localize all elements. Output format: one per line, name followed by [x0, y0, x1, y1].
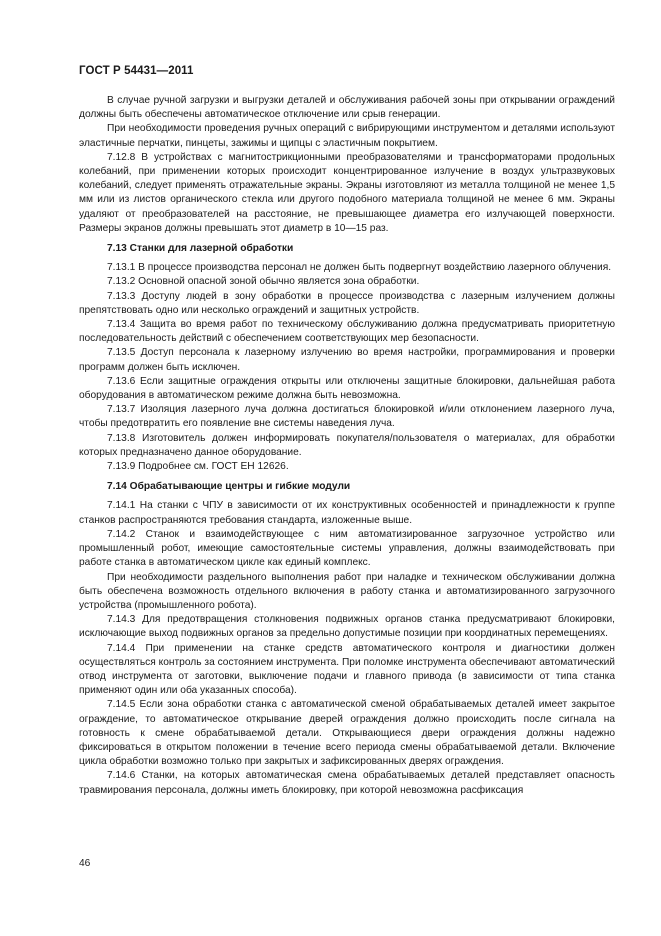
paragraph: При необходимости проведения ручных операций с вибрирующими инструментом и деталями используют эластичные перчатки, пинцеты, зажимы и щипцы с эластичным покрытием.	[79, 123, 615, 149]
paragraph: 7.14.3 Для предотвращения столкновения подвижных органов станка предусматривают блокировки, исключающие выход подвижных органов за предельно допустимые позиции при координатных перемещениях.	[79, 614, 615, 640]
paragraph: 7.13.1 В процессе производства персонал не должен быть подвергнут воздействию лазерного облучения.	[107, 262, 612, 274]
paragraph: В случае ручной загрузки и выгрузки деталей и обслуживания рабочей зоны при открывании ограждений должны быть обеспечены автоматическое отключение или срыв генерации.	[79, 95, 615, 121]
paragraph: При необходимости раздельного выполнения работ при наладке и техническом обслуживании должна быть обеспечена возможность отдельного включения в работу станка и автоматизированного загрузочного устройства (промышленного робота).	[79, 571, 615, 611]
paragraph: 7.13.5 Доступ персонала к лазерному излучению во время настройки, программирования и проверки программ должен быть исключен.	[79, 347, 615, 373]
paragraph: 7.12.8 В устройствах с магнитострикционными преобразователями и трансформаторами продольных колебаний, при применении которых происходит концентрированное излучение в воздух ультразвуковых колебаний, следует применять отражательные экраны. Экраны изготовляют из металла толщиной не менее 1,5 мм или из листов органического стекла или другого подобного материала толщиной не менее 6 мм. Экраны удаляют от преобразователей на расстояние, не превышающее диаметра его излучающей поверхности. Размеры экранов должны превышать этот диаметр в 10—15 раз.	[79, 151, 615, 234]
paragraph: 7.14.6 Станки, на которых автоматическая смена обрабатываемых деталей представляет опасность травмирования персонала, должны иметь блокировку, при которой невозможна расфиксация	[79, 770, 615, 796]
paragraph: 7.13.9 Подробнее см. ГОСТ ЕН 12626.	[107, 461, 289, 473]
paragraph: 7.13.3 Доступу людей в зону обработки в процессе производства с лазерным излучением должны препятствовать одно или несколько ограждений и защитных устройств.	[79, 290, 615, 316]
section-heading: 7.14 Обрабатывающие центры и гибкие модули	[107, 481, 351, 493]
paragraph: 7.13.8 Изготовитель должен информировать покупателя/пользователя о материалах, для обработки которых предназначено данное оборудование.	[79, 432, 615, 458]
paragraph: 7.14.2 Станок и взаимодействующее с ним автоматизированное загрузочное устройство или промышленный робот, имеющие самостоятельные системы управления, должны взаимодействовать при работе станка в автоматическом цикле как единый комплекс.	[79, 528, 615, 569]
paragraph: 7.14.4 При применении на станке средств автоматического контроля и диагностики должен осуществляться контроль за состоянием инструмента. При поломке инструмента обеспечивают автоматический отвод инструмента от заготовки, выключение подачи и главного привода (в зависимости от типа станка применяют один или оба указанных способа).	[79, 642, 615, 697]
paragraph: 7.13.6 Если защитные ограждения открыты или отключены защитные блокировки, дальнейшая работа оборудования в автоматическом режиме должна быть невозможна.	[79, 375, 615, 402]
paragraph: 7.13.7 Изоляция лазерного луча должна достигаться блокировкой и/или отклонением лазерного луча, чтобы предотвратить его появление вне системы наведения луча.	[79, 404, 615, 430]
paragraph: 7.14.5 Если зона обработки станка с автоматической сменой обрабатываемых деталей имеет закрытое ограждение, то автоматическое открывание дверей ограждения должно происходить после сигнала на готовность к смене обрабатываемой детали. Открывающиеся двери ограждения должны надежно фиксироваться в открытом положении в течение всего периода смены обрабатываемой детали. Включение цикла обработки возможно только при закрытых и зафиксированных дверях ограждения.	[79, 699, 615, 768]
paragraph: 7.13.4 Защита во время работ по техническому обслуживанию должна предусматривать приоритетную последовательность действий с обеспечением соответствующих мер безопасности.	[79, 319, 615, 345]
paragraph: 7.13.2 Основной опасной зоной обычно является зона обработки.	[107, 276, 420, 288]
section-heading: 7.13 Станки для лазерной обработки	[107, 243, 294, 255]
document-body	[79, 94, 615, 798]
page-number: 46	[79, 858, 91, 869]
document-header: ГОСТ Р 54431—2011	[79, 65, 194, 77]
paragraph: 7.14.1 На станки с ЧПУ в зависимости от их конструктивных особенностей и принадлежности к группе станков распространяются требования стандарта, изложенные выше.	[79, 500, 615, 526]
